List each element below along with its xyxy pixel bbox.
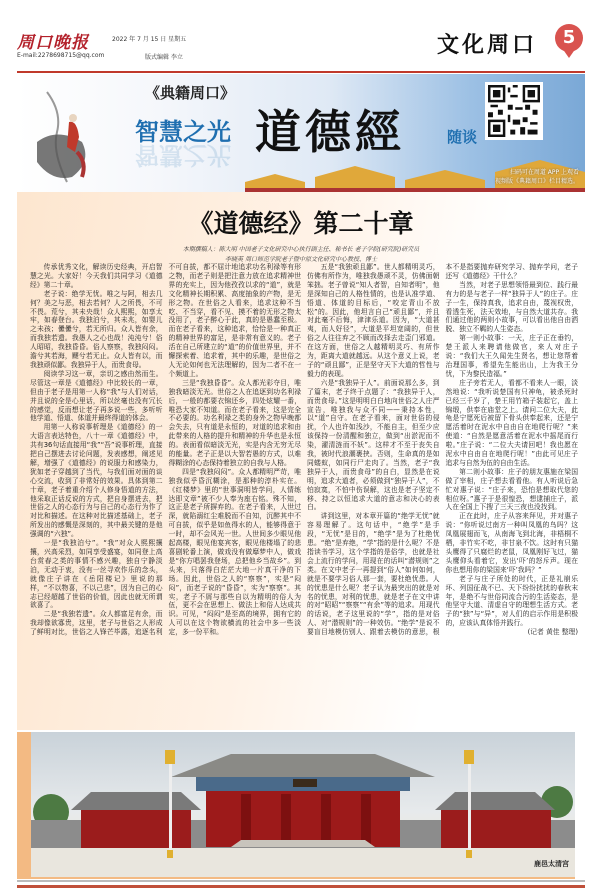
article-paragraph: 五是“我独顽且鄙”。世人都精明灵巧，仿佛有所作为，唯独我愚顽不灵，仿佛面朝笨拙。老子曾说“知人者智，自知者明”，他是深知自己的人格性情的，也是认准学道、悟道、体道的目标后，“咬定青山不放松”的。因此，他坦言自己“顽且鄙”，并且对此毫不后悔，津津乐道。因为，“大道甚夷，而人好径”，大道是平坦宽阔的，但世俗之人往往弃之不顾而改择去走歪门邪道。在这方面，世俗之人越精明灵巧、有所作为，距离大道就越远。从这个意义上说，老子的“顽且鄙”，正是坚守天下大道的哲性与毅力的表现。 — [307, 263, 440, 378]
byline-line: 本期撰稿人：陈大明 中国老子文化研究中心执行副主任、秘书长 老子学院(研究院)研究员 — [182, 246, 420, 253]
byline-line: 李晓英 周口师范学院老子暨中原文化研究中心教授、博士 — [225, 256, 377, 263]
photo-caption: 鹿邑太清宫 — [534, 860, 569, 868]
article-paragraph: 讲到这里，对本章开篇的“绝学无忧”就容易理解了。这句话中，“绝学”是手段，“无忧”是目的，“绝学”是为了杜绝忧患。“绝”是弃绝，“学”指的是什么呢？不是指读书学习，这个学指的是俗学，也就是社会上流行的学问，用现在的话叫“潜规则”之类。在文中老子一再提到“俗人”如何如何，就是不要学习俗人那一套，要杜绝忧患。人的忧患是什么呢？老子认为最突出的就是对名的忧患，对利的忧患，就是老子在文中讲的对“昭昭”“察察”“有余”等的追求。用现代的话说，老子这里说的“学”，指的是对俗人、对“潜规则”的一种效仿。“绝学”是说不要盲目地模仿别人、跟着去模仿的意思，根本不是指要抛弃研究学习、抛弃学问，老子还写《道德经》干什么？ — [307, 263, 578, 637]
banner-main-title: 道德經 — [255, 105, 405, 159]
article-paragraph: 老子说：绝学无忧。唯之与阿，相去几何？美之与恶，相去若何？人之所畏，不可不畏。荒兮，其未央哉！众人熙熙，如享太牢，如春登台。我独泊兮，其未兆，如婴儿之未孩；儽儽兮，若无所归。众人皆有余，而我独若遗。我愚人之心也哉！沌沌兮！俗人昭昭，我独昏昏。俗人察察，我独闷闷。澹兮其若海，飂兮若无止。众人皆有以，而我独顽似鄙。我独异于人，而贵食母。 — [30, 289, 163, 369]
article-byline — [17, 245, 585, 265]
article-paragraph: 阅读学习这一章，亲切之感由然而生。尽管这一章是《道德经》中比较长的一章，但由于老子是用第一人称“我”与人们对话，并且说的全是心里话，所以丝毫也没有冗长的感觉，反而想让老子再多说一些，多听听他学道、悟道、体道并最终得道的体会。 — [30, 369, 163, 423]
article-paragraph: 用第一人称说事析理是《道德经》的一大语言表达特色，八十一章《道德经》中，共有36句话直接用“我”“吾”说事析理，直接把自己摆进去讨论问题，发表感想，阐述见解，增强了《道德经》的说服力和感染力，犹如老子穿越到了当代，与我们面对面的谈心交流，收到了非常好的效果。具体到第二十章，老子着重介绍个人修身悟道的方法，他采取正话反说的方式，把自身摆进去，把世俗之人的心态行为与自己的心态行为作了对比和描述。在这种对比描述基础上，老子所发出的感慨是深刻的，其中最关键的是他强调的“六独”。 — [30, 423, 163, 539]
banner-subtitle: 《典籍周口》 — [145, 84, 236, 102]
section-title: 文化周口 — [436, 32, 537, 58]
banner-slogan-reflection: 智慧之光 — [135, 141, 231, 169]
page-number-badge: 5 — [555, 24, 583, 52]
article-paragraph: 第二则小故事：庄子的朋友惠施在梁国做了宰相，庄子想去看看他。有人听说后急忙对惠子说：“庄子来，恐怕是想取代您的相位呀。”惠子于是很惶恐，想逮捕庄子，派人在全国上下搜了三天三夜也没找到。 — [445, 467, 578, 512]
qr-code-icon[interactable] — [485, 82, 543, 140]
article-paragraph: 老子与庄子所处的时代，正是礼崩乐坏、列国征战不已、天下纷纷扰扰的春秋末年，是绝不与世俗同流合污的生活姿态，是他坚守大道、清虚自守的理想生活方式。老子的“独”与“异”，对人们的启示作用是积极的，应该认真体悟并践行。 — [445, 574, 578, 628]
article-title: 《道德经》第二十章 — [188, 209, 414, 238]
page-header — [17, 28, 585, 73]
article-paragraph: 三是“我独昏昏”。众人都光彩夺目，唯独我暗淡无光。世俗之人在追逐到功名利禄后，一般的都要衣锦还乡，四处炫耀一番，唯恐大家不知道。而在老子看来，这是完全不必要的。功名利禄之类的身外之物早晚都会失去，只有道是永恒的，对道的追求和由此带来的人格的提升和精神的升华也是永恒的。表面看似暗淡无光，实是内含无穷无尽的能量。老子正是以大智若愚的方式，以难得糊涂的心态保持着独立的自我与人格。 — [168, 378, 301, 467]
article-signature: (记者 黄佳 整理) — [527, 628, 578, 637]
article-paragraph: 正在此时，庄子从容来拜见，并对惠子说：“你听说过南方一种叫凤凰的鸟吗？这凤凰展翅而飞，从南海飞到北海，非梧桐不栖，非竹实不吃，非甘泉不饮。这时有只猫头鹰得了只腐烂的老鼠，凤凰刚好飞过，猫头鹰仰头看着它，发出‘吓’的怒斥声。现在你也想用你的梁国来‘吓’我吗？” — [445, 512, 578, 574]
article-paragraph: 一是“我独泊兮”。“我”对众人熙熙攘攘，兴高采烈，如同享受盛宴，如同登上高台赏春之类的事情不感兴趣，独自宁静淡泊，无动于衷，没有一丝寻欢作乐的念头，就像庄子讲在《岳阳楼记》里说的那样，“不以物喜，不以己悲”，因为自己的心志已经超越了世俗的价值，因此也就无所谓欲喜了。 — [30, 539, 163, 610]
article-paragraph: 庄子旁若无人，看都不看来人一眼，淡然地说：“我听说楚国有只神龟，被杀死时已经三千岁了，楚王用竹箱子装起它，盖上锦缎，供奉在庙堂之上。请问二位大夫，此龟是宁愿死后被留下骨头供奉起来，还是宁愿活着时在泥水中自由自在地爬行呢？”来使道：“自然是愿意活着在泥水中摇尾而行啦。”庄子说：“二位大夫请回吧！我也愿在泥水中自由自在地爬行呢！”由此可见庄子追求与自然为伍的自由生活。 — [445, 378, 578, 467]
article-paragraph: 传承优秀文化，解读历史经典，开启智慧之光。大家好！今天我们共同学习《道德经》第二十章。 — [30, 263, 163, 289]
article-paragraph: 当然，对老子思想领悟最到位、践行最有力的是与老子一样“独异于人”的庄子。庄子一生，保持真我，追求自由，蔑视权贵，看透生死，法天效地，与自然大道共存。我们通过他的两则小故事，可以看出他自由洒脱、独立不羁的人生姿态。 — [445, 280, 578, 334]
issue-date: 2022 年 7 月 15 日 星期五 — [112, 36, 187, 43]
banner-slogan: 智慧之光 — [135, 118, 231, 146]
layout-editor: 版式编辑 李立 — [145, 54, 183, 61]
footer-rule — [17, 880, 585, 882]
article-body — [30, 263, 578, 637]
article-paragraph: 六是“我独异于人”。前面说那么多，到了篇末，老子终于点题了：“我独异于人，而贵食母。”这是明明白白地向世俗之人庄严宣告，唯独我与众不同——秉持本性，以“道”自守。在老子看来，面对世俗的侵扰，个人也许如浅沙，不能自主，但至少应该保持一份清醒和独立，做到“出淤泥而不染，濯清涟而不妖”。这样才不至于丧失自我，被时代浪潮裹挟。否则，生命真的是如同蝼蚁，如同行尸走肉了。当然，老子“我独异于人，而贵食母”的自白，显然是在说明，追求大道者，必须做到“独异于人”，不怕寂寞，不怕中伤误解，这也是老子坚定不移、持之以恒追求大道的意志和决心的表白。 — [307, 378, 440, 512]
article-paragraph: 二是“我独若遗”。众人都富足有余，而我却像欲寡贵，这里，老子与世俗之人形成了鲜明对比，世俗之人锋芒毕露，追逐名利不可自拔，都不屈计地追求功名利禄等有形之物，而老子则是把注意力放在追求精神世界的充实上，因为他孜孜以求的“道”，就是文化精神长期积累、高度抽象的产物，是无形之物。在世俗之人看来，追求这种不当吃、不当穿，看不见、摸不着的无形之物太没用了，老子醉心于此，真的是愚蠢至极。而在老子看来，这种追求，恰恰是一种真正的精神世界的富足，是非常有意义的。老子活在自己所建立的“道”的价值世界里，并不懈探索着、追求着，其中的乐趣，是世俗之人无论如何也无法理解的，因为二者不在一个频道上。 — [30, 263, 301, 637]
article — [17, 192, 585, 730]
column-banner — [17, 74, 585, 192]
footer-rule-accent — [17, 885, 585, 888]
article-paragraph: 四是“我独闷闷”。众人都精明严苛，唯独我似乎昏沉糊涂，是那种的淳朴实在。《红楼梦》里的“世事洞明皆学问，人情练达即文章”被不少人奉为座右铭。殊不知，这正是老子所摒弃的。在老子看来，人世过深，就陷溺红尘难脱而不自知，沉醉其中不可自拔，似乎是如鱼得水的人，能够得意于一时，却不会风光一世。人世间多少眼见他起高楼，眼见他宴宾客，眼见他楼塌了的悲喜剧轮番上演，做戏没有做靡梦中人，做戏是“你方唱罢我登场，总把他乡当故乡”。到头来，只落得白茫茫大地一片真干净的下场。因此，世俗之人的“察察”，实是“闷闷”，而老子说的“昏昏”，实为“察察”。其实，老子不屑与那些自以为精明的俗人为伍，更不会在思想上、做法上和俗人达成共识。可见，“闷闷”是至高的境界，拥有它的人可以在这个物欲横流的社会中多一些淡定，多一份平和。 — [168, 467, 301, 637]
temple-photo — [17, 732, 575, 879]
banner-suffix: 随谈 — [447, 128, 478, 146]
article-paragraph: 第一则小故事：一天，庄子正在垂钓，楚王派人来聘请他做官，来人对庄子说：“我们大王久闻先生贤名，想让您帮着治理国事，希望先生能出山，上为我王分忧，下为黎民造福。” — [445, 334, 578, 378]
contact-email: E-mail:2278698715@qq.com — [17, 52, 105, 59]
laozi-painting-icon — [27, 82, 107, 187]
taiqing-palace-image — [31, 732, 575, 877]
qr-note: 扫码可在周道 APP 上观看 视频版《典籍周口》栏目精选。 — [494, 169, 579, 185]
newspaper-masthead: 周口晚报 — [17, 33, 89, 53]
